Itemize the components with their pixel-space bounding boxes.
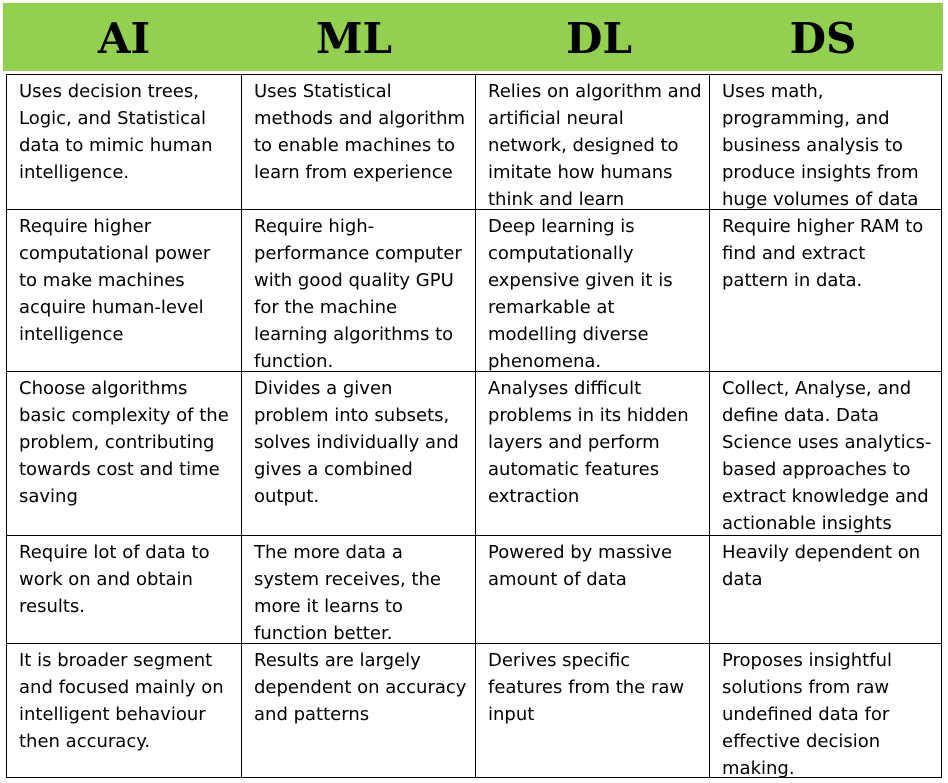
table-cell-dl: Deep learning is computationally expensive given it is remarkable at modelling diverse phenomena. [475, 209, 710, 372]
table-cell-ds: Require higher RAM to find and extract pattern in data. [709, 209, 942, 372]
table-cell-ml: Divides a given problem into subsets, solves individually and gives a combined output. [241, 371, 476, 536]
table-cell-ai: Require lot of data to work on and obtain results. [6, 535, 242, 644]
table-cell-ds: Proposes insightful solutions from raw undefined data for effective decision making. [709, 643, 942, 778]
table-cell-ds: Heavily dependent on data [709, 535, 942, 644]
comparison-table [6, 74, 942, 778]
table-cell-ml: The more data a system receives, the more it learns to function better. [241, 535, 476, 644]
table-cell-dl: Powered by massive amount of data [475, 535, 710, 644]
column-header-ds: DS [789, 14, 857, 63]
table-cell-ds: Collect, Analyse, and define data. Data Science uses analytics- based approaches to extract knowledge and actionable insights [709, 371, 942, 536]
table-cell-ai: It is broader segment and focused mainly on intelligent behaviour then accuracy. [6, 643, 242, 778]
table-cell-ai: Uses decision trees, Logic, and Statistical data to mimic human intelligence. [6, 74, 242, 210]
table-cell-dl: Derives specific features from the raw input [475, 643, 710, 778]
table-cell-dl: Analyses difficult problems in its hidden layers and perform automatic features extraction [475, 371, 710, 536]
column-header-dl: DL [566, 14, 632, 63]
table-cell-ai: Choose algorithms basic complexity of the problem, contributing towards cost and time saving [6, 371, 242, 536]
table-cell-ml: Uses Statistical methods and algorithm to enable machines to learn from experience [241, 74, 476, 210]
table-cell-ai: Require higher computational power to make machines acquire human-level intelligence [6, 209, 242, 372]
table-cell-ml: Require high- performance computer with good quality GPU for the machine learning algorithms to function. [241, 209, 476, 372]
table-cell-ml: Results are largely dependent on accuracy and patterns [241, 643, 476, 778]
table-cell-dl: Relies on algorithm and artificial neural network, designed to imitate how humans think and learn [475, 74, 710, 210]
column-header-ai: AI [97, 14, 151, 63]
header-bar [3, 3, 943, 71]
table-cell-ds: Uses math, programming, and business analysis to produce insights from huge volumes of data [709, 74, 942, 210]
column-header-ml: ML [315, 14, 393, 63]
